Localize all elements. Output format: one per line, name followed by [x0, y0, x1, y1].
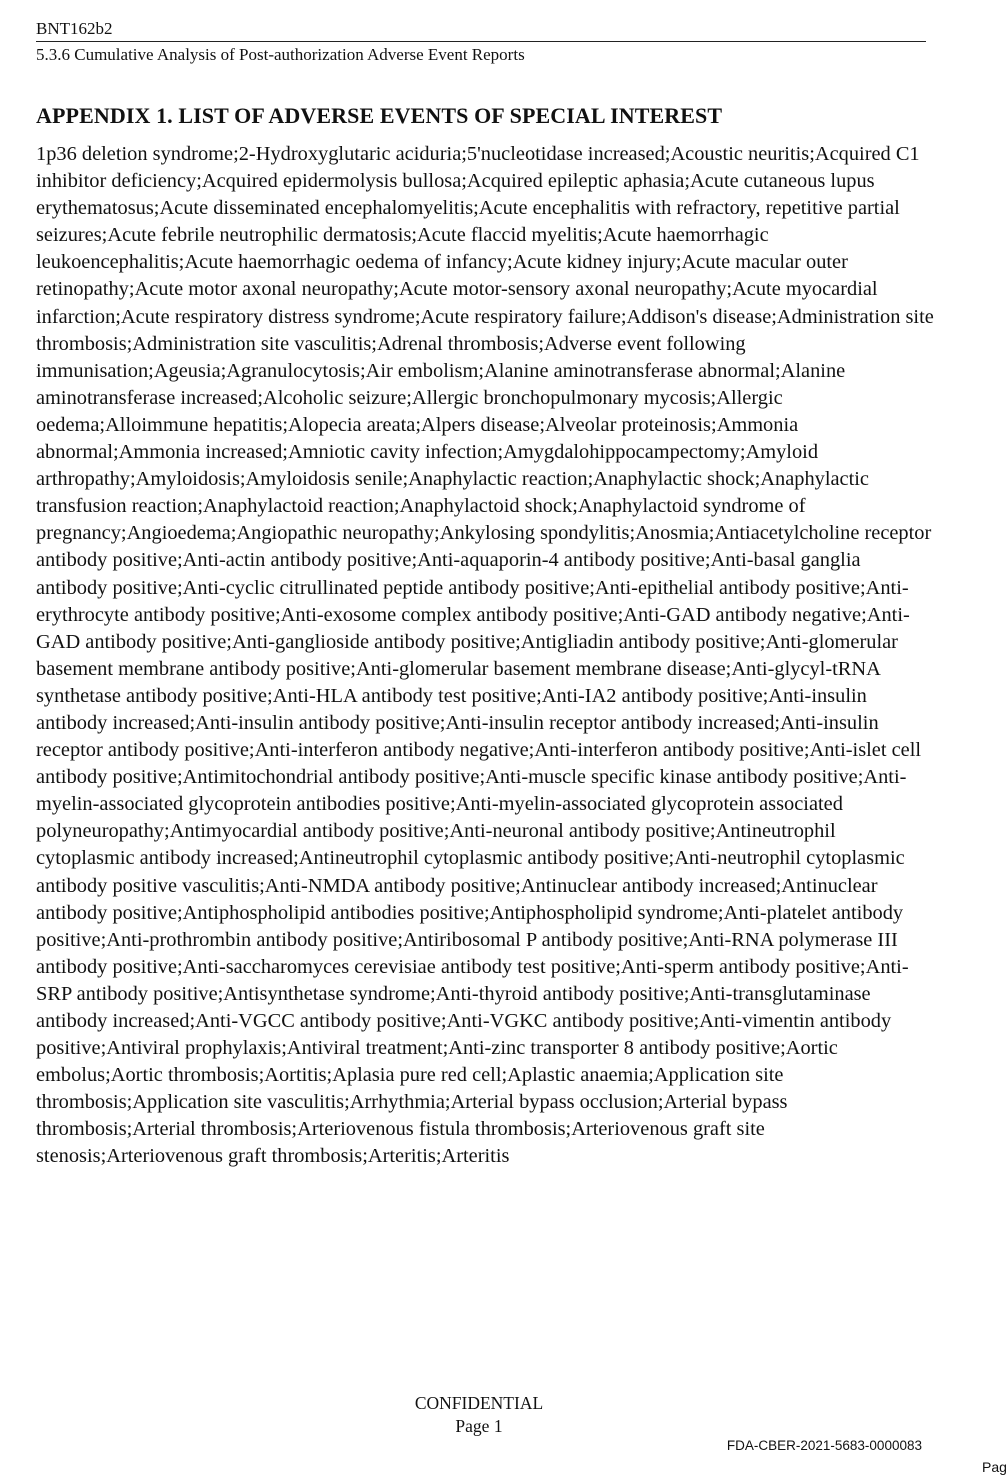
document-id: BNT162b2 [36, 19, 113, 38]
cropped-page-label: Pag [982, 1459, 1007, 1475]
adverse-events-list: 1p36 deletion syndrome;2-Hydroxyglutaric aciduria;5'nucleotidase increased;Acoustic neuritis;Acquired C1 inhibitor deficiency;Acquired epidermolysis bullosa;Acquired epileptic aphasia;Acute cutaneous lupus erythematosus;Acute disseminated encephalomyelitis;Acute encephalitis with refractory, repetitive partial seizures;Acute febrile neutrophilic dermatosis;Acute flaccid myelitis;Acute haemorrhagic leukoencephalitis;Acute haemorrhagic oedema of infancy;Acute kidney injury;Acute macular outer retinopathy;Acute motor axonal neuropathy;Acute motor-sensory axonal neuropathy;Acute myocardial infarction;Acute respiratory distress syndrome;Acute respiratory failure;Addison's disease;Administration site thrombosis;Administration site vasculitis;Adrenal thrombosis;Adverse event following immunisation;Ageusia;Agranulocytosis;Air embolism;Alanine aminotransferase abnormal;Alanine aminotransferase increased;Alcoholic seizure;Allergic bronchopulmonary mycosis;Allergic oedema;Alloimmune hepatitis;Alopecia areata;Alpers disease;Alveolar proteinosis;Ammonia abnormal;Ammonia increased;Amniotic cavity infection;Amygdalohippocampectomy;Amyloid arthropathy;Amyloidosis;Amyloidosis senile;Anaphylactic reaction;Anaphylactic shock;Anaphylactic transfusion reaction;Anaphylactoid reaction;Anaphylactoid shock;Anaphylactoid syndrome of pregnancy;Angioedema;Angiopathic neuropathy;Ankylosing spondylitis;Anosmia;Antiacetylcholine receptor antibody positive;Anti-actin antibody positive;Anti-aquaporin-4 antibody positive;Anti-basal ganglia antibody positive;Anti-cyclic citrullinated peptide antibody positive;Anti-epithelial antibody positive;Anti-erythrocyte antibody positive;Anti-exosome complex antibody positive;Anti-GAD antibody negative;Anti-GAD antibody positive;Anti-ganglioside antibody positive;Antigliadin antibody positive;Anti-glomerular basement membrane antibody positive;Anti-glomerular basement membrane disease;Anti-glycyl-tRNA synthetase antibody positive;Anti-HLA antibody test positive;Anti-IA2 antibody positive;Anti-insulin antibody increased;Anti-insulin antibody positive;Anti-insulin receptor antibody increased;Anti-insulin receptor antibody positive;Anti-interferon antibody negative;Anti-interferon antibody positive;Anti-islet cell antibody positive;Antimitochondrial antibody positive;Anti-muscle specific kinase antibody positive;Anti-myelin-associated glycoprotein antibodies positive;Anti-myelin-associated glycoprotein associated polyneuropathy;Antimyocardial antibody positive;Anti-neuronal antibody positive;Antineutrophil cytoplasmic antibody increased;Antineutrophil cytoplasmic antibody positive;Anti-neutrophil cytoplasmic antibody positive vasculitis;Anti-NMDA antibody positive;Antinuclear antibody increased;Antinuclear antibody positive;Antiphospholipid antibodies positive;Antiphospholipid syndrome;Anti-platelet antibody positive;Anti-prothrombin antibody positive;Antiribosomal P antibody positive;Anti-RNA polymerase III antibody positive;Anti-saccharomyces cerevisiae antibody test positive;Anti-sperm antibody positive;Anti-SRP antibody positive;Antisynthetase syndrome;Anti-thyroid antibody positive;Anti-transglutaminase antibody increased;Anti-VGCC antibody positive;Anti-VGKC antibody positive;Anti-vimentin antibody positive;Antiviral prophylaxis;Antiviral treatment;Anti-zinc transporter 8 antibody positive;Aortic embolus;Aortic thrombosis;Aortitis;Aplasia pure red cell;Aplastic anaemia;Application site thrombosis;Application site vasculitis;Arrhythmia;Arterial bypass occlusion;Arterial bypass thrombosis;Arterial thrombosis;Arteriovenous fistula thrombosis;Arteriovenous graft site stenosis;Arteriovenous graft thrombosis;Arteritis;Arteritis [36, 143, 934, 1168]
header-divider [36, 41, 926, 42]
page-header [36, 18, 926, 66]
page-number: Page 1 [455, 1416, 503, 1436]
section-title: 5.3.6 Cumulative Analysis of Post-authorization Adverse Event Reports [36, 45, 525, 64]
bates-number: FDA-CBER-2021-5683-0000083 [726, 1438, 922, 1453]
appendix-title: APPENDIX 1. LIST OF ADVERSE EVENTS OF SPECIAL INTEREST [36, 103, 723, 128]
confidential-label: CONFIDENTIAL [414, 1393, 544, 1413]
page-footer [0, 1392, 958, 1438]
